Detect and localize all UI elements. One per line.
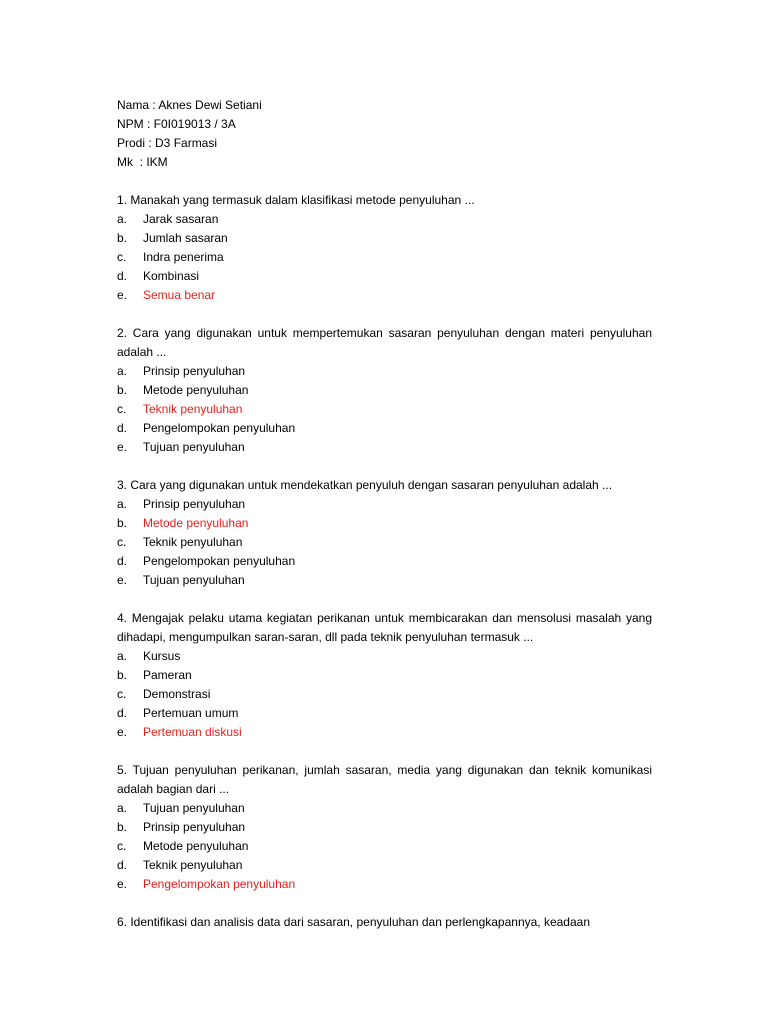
answer-option bbox=[117, 856, 652, 875]
option-text: Pertemuan diskusi bbox=[143, 725, 242, 739]
answer-option bbox=[117, 381, 652, 400]
option-letter: d. bbox=[117, 269, 128, 283]
answer-option-correct bbox=[117, 875, 652, 894]
answer-option bbox=[117, 647, 652, 666]
answer-option bbox=[117, 685, 652, 704]
option-text: Tujuan penyuluhan bbox=[143, 573, 245, 587]
spacer bbox=[117, 742, 652, 761]
option-text: Pameran bbox=[143, 668, 192, 682]
option-letter: a. bbox=[117, 364, 128, 378]
answer-option-correct bbox=[117, 400, 652, 419]
option-text: Pengelompokan penyuluhan bbox=[143, 421, 296, 435]
option-text: Pengelompokan penyuluhan bbox=[143, 877, 296, 891]
option-letter: b. bbox=[117, 383, 128, 397]
student-npm: NPM : F0I019013 / 3A bbox=[117, 117, 236, 131]
option-letter: a. bbox=[117, 212, 128, 226]
course: Mk : IKM bbox=[117, 155, 168, 169]
option-letter: d. bbox=[117, 421, 128, 435]
option-letter: b. bbox=[117, 668, 128, 682]
answer-option bbox=[117, 571, 652, 590]
option-text: Teknik penyuluhan bbox=[143, 402, 243, 416]
option-text: Metode penyuluhan bbox=[143, 383, 249, 397]
option-text: Metode penyuluhan bbox=[143, 516, 249, 530]
option-letter: e. bbox=[117, 725, 128, 739]
answer-option bbox=[117, 818, 652, 837]
student-name: Nama : Aknes Dewi Setiani bbox=[117, 98, 262, 112]
question-text: 2. Cara yang digunakan untuk mempertemukan sasaran penyuluhan dengan materi penyuluhan adalah ... bbox=[117, 326, 652, 359]
spacer bbox=[117, 457, 652, 476]
study-program: Prodi : D3 Farmasi bbox=[117, 136, 218, 150]
question-text: 5. Tujuan penyuluhan perikanan, jumlah sasaran, media yang digunakan dan teknik komunikasi adalah bagian dari ... bbox=[117, 763, 652, 796]
option-letter: c. bbox=[117, 687, 127, 701]
option-text: Prinsip penyuluhan bbox=[143, 820, 246, 834]
answer-option-correct bbox=[117, 514, 652, 533]
answer-option bbox=[117, 495, 652, 514]
option-letter: c. bbox=[117, 839, 127, 853]
option-letter: e. bbox=[117, 440, 128, 454]
option-text: Pertemuan umum bbox=[143, 706, 239, 720]
question-block bbox=[117, 324, 652, 457]
spacer bbox=[117, 172, 652, 191]
option-letter: d. bbox=[117, 554, 128, 568]
option-text: Teknik penyuluhan bbox=[143, 858, 243, 872]
answer-option bbox=[117, 419, 652, 438]
answer-option bbox=[117, 533, 652, 552]
answer-option bbox=[117, 438, 652, 457]
option-letter: c. bbox=[117, 250, 127, 264]
option-letter: c. bbox=[117, 402, 127, 416]
option-letter: d. bbox=[117, 706, 128, 720]
question-block bbox=[117, 761, 652, 894]
option-text: Semua benar bbox=[143, 288, 216, 302]
spacer bbox=[117, 894, 652, 913]
option-letter: a. bbox=[117, 801, 128, 815]
option-letter: d. bbox=[117, 858, 128, 872]
option-text: Pengelompokan penyuluhan bbox=[143, 554, 296, 568]
answer-option bbox=[117, 362, 652, 381]
option-text: Jumlah sasaran bbox=[143, 231, 228, 245]
answer-option bbox=[117, 666, 652, 685]
option-letter: c. bbox=[117, 535, 127, 549]
answer-option bbox=[117, 229, 652, 248]
document-page bbox=[117, 96, 652, 932]
answer-option-correct bbox=[117, 723, 652, 742]
option-text: Demonstrasi bbox=[143, 687, 211, 701]
spacer bbox=[117, 305, 652, 324]
option-text: Jarak sasaran bbox=[143, 212, 219, 226]
answer-option-correct bbox=[117, 286, 652, 305]
option-text: Prinsip penyuluhan bbox=[143, 364, 246, 378]
option-text: Kursus bbox=[143, 649, 181, 663]
option-text: Teknik penyuluhan bbox=[143, 535, 243, 549]
option-letter: e. bbox=[117, 573, 128, 587]
option-text: Prinsip penyuluhan bbox=[143, 497, 246, 511]
answer-option bbox=[117, 552, 652, 571]
spacer bbox=[117, 590, 652, 609]
answer-option bbox=[117, 799, 652, 818]
answer-option bbox=[117, 210, 652, 229]
question-block bbox=[117, 476, 652, 590]
option-letter: b. bbox=[117, 516, 128, 530]
question-block bbox=[117, 913, 652, 932]
option-letter: b. bbox=[117, 820, 128, 834]
question-text: 3. Cara yang digunakan untuk mendekatkan penyuluh dengan sasaran penyuluhan adalah ... bbox=[117, 478, 613, 492]
option-letter: b. bbox=[117, 231, 128, 245]
option-letter: e. bbox=[117, 288, 128, 302]
option-letter: e. bbox=[117, 877, 128, 891]
question-text: 4. Mengajak pelaku utama kegiatan perikanan untuk membicarakan dan mensolusi masalah yang dihadapi, mengumpulkan saran-saran, dll pada teknik penyuluhan termasuk ... bbox=[117, 611, 652, 644]
option-text: Tujuan penyuluhan bbox=[143, 801, 245, 815]
question-list bbox=[117, 191, 652, 932]
question-text: 1. Manakah yang termasuk dalam klasifikasi metode penyuluhan ... bbox=[117, 193, 475, 207]
option-text: Metode penyuluhan bbox=[143, 839, 249, 853]
option-text: Indra penerima bbox=[143, 250, 224, 264]
option-text: Tujuan penyuluhan bbox=[143, 440, 245, 454]
question-block bbox=[117, 191, 652, 305]
question-block bbox=[117, 609, 652, 742]
answer-option bbox=[117, 837, 652, 856]
option-letter: a. bbox=[117, 497, 128, 511]
option-text: Kombinasi bbox=[143, 269, 200, 283]
answer-option bbox=[117, 267, 652, 286]
answer-option bbox=[117, 704, 652, 723]
question-text: 6. Identifikasi dan analisis data dari sasaran, penyuluhan dan perlengkapannya, keadaan bbox=[117, 915, 591, 929]
answer-option bbox=[117, 248, 652, 267]
option-letter: a. bbox=[117, 649, 128, 663]
